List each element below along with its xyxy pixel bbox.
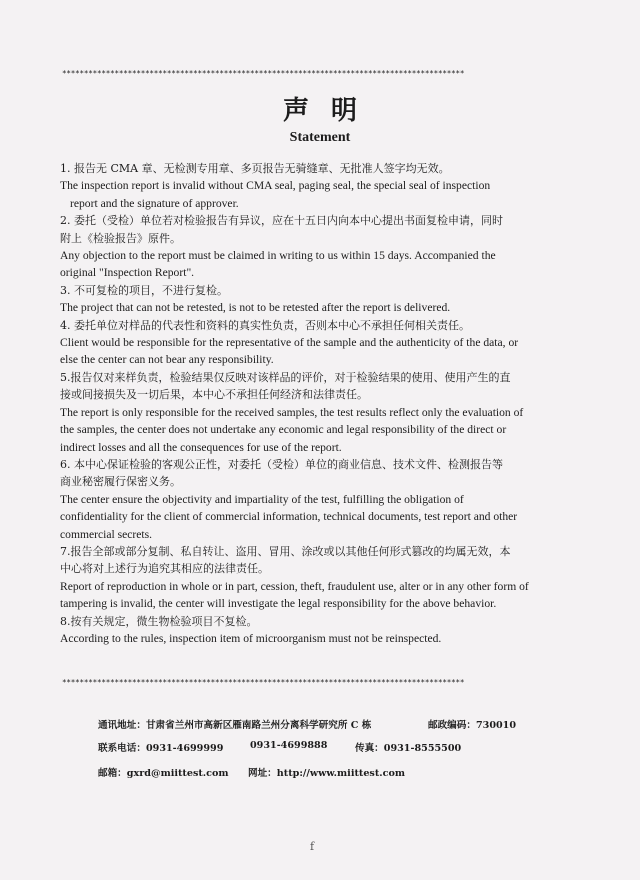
statement-line: 商业秘密履行保密义务。 xyxy=(60,475,181,489)
title-english: Statement xyxy=(289,130,351,145)
statement-line: 附上《检验报告》原件。 xyxy=(60,231,181,245)
statement-line: the samples, the center does not undertake any economic and legal responsibility of the direct or xyxy=(60,423,507,437)
statement-line: original "Inspection Report". xyxy=(60,266,195,280)
statement-line: report and the signature of approver. xyxy=(70,196,239,210)
statement-line: 6. 本中心保证检验的客观公正性，对委托（受检）单位的商业信息、技术文件、检测报告等 xyxy=(60,457,503,471)
statement-line: 7.报告全部或部分复制、私自转让、盗用、冒用、涂改或以其他任何形式篡改的均属无效，本 xyxy=(60,544,511,558)
contact-address: 通讯地址：甘肃省兰州市高新区雁南路兰州分离科学研究所 C 栋 xyxy=(98,720,372,731)
statement-line: According to the rules, inspection item of microorganism must not be reinspected. xyxy=(60,631,442,645)
statement-line: Report of reproduction in whole or in part, cession, theft, fraudulent use, alter or in any other form of xyxy=(60,579,529,593)
statement-line: 8.按有关规定，微生物检验项目不复检。 xyxy=(60,614,258,628)
statement-line: 4. 委托单位对样品的代表性和资料的真实性负责，否则本中心不承担任何相关责任。 xyxy=(60,318,470,332)
contact-postcode: 邮政编码：730010 xyxy=(428,720,517,731)
statement-line: The center ensure the objectivity and impartiality of the test, fulfilling the obligation of xyxy=(60,492,464,506)
statement-line: indirect losses and all the consequences for use of the report. xyxy=(60,440,342,454)
statement-line: commercial secrets. xyxy=(60,527,153,541)
statement-line: 3. 不可复检的项目，不进行复检。 xyxy=(60,283,228,297)
top-separator: ******************************************************************************************** xyxy=(62,70,465,78)
statement-line: 中心将对上述行为追究其相应的法律责任。 xyxy=(60,562,269,576)
statement-line: The project that can not be retested, is not to be retested after the report is delivered. xyxy=(60,301,451,315)
statement-line: 2. 委托（受检）单位若对检验报告有异议，应在十五日内向本中心提出书面复检申请，同时 xyxy=(60,214,503,228)
statement-line: The report is only responsible for the received samples, the test results reflect only the evaluation of xyxy=(60,405,524,419)
title-chinese: 声明 xyxy=(282,96,379,126)
page-mark: f xyxy=(310,840,315,853)
statement-line: Any objection to the report must be claimed in writing to us within 15 days. Accompanied the xyxy=(60,249,496,263)
statement-line: tampering is invalid, the center will investigate the legal responsibility for the above behavior. xyxy=(60,597,497,611)
contact-phone: 联系电话：0931-4699999 xyxy=(98,743,224,754)
bottom-separator: ******************************************************************************************** xyxy=(62,679,465,687)
statement-line: 5.报告仅对来样负责，检验结果仅反映对该样品的评价，对于检验结果的使用、使用产生的直 xyxy=(60,370,511,384)
contact-email: 邮箱：gxrd@miittest.com xyxy=(98,768,229,779)
statement-line: The inspection report is invalid without CMA seal, paging seal, the special seal of inspection xyxy=(60,179,491,193)
statement-line: 接或间接损失及一切后果，本中心不承担任何经济和法律责任。 xyxy=(60,388,368,402)
contact-fax: 传真：0931-8555500 xyxy=(355,743,462,754)
contact-phone-2: 0931-4699888 xyxy=(250,740,328,751)
statement-line: confidentiality for the client of commercial information, technical documents, test report and other xyxy=(60,510,518,524)
statement-line: 1. 报告无 CMA 章、无检测专用章、多页报告无骑缝章、无批准人签字均无效。 xyxy=(60,162,450,175)
statement-line: Client would be responsible for the representative of the sample and the authenticity of the data, or xyxy=(60,336,519,350)
contact-website: 网址：http://www.miittest.com xyxy=(248,768,405,779)
statement-line: else the center can not bear any responsibility. xyxy=(60,353,274,367)
statement-body xyxy=(60,160,580,647)
